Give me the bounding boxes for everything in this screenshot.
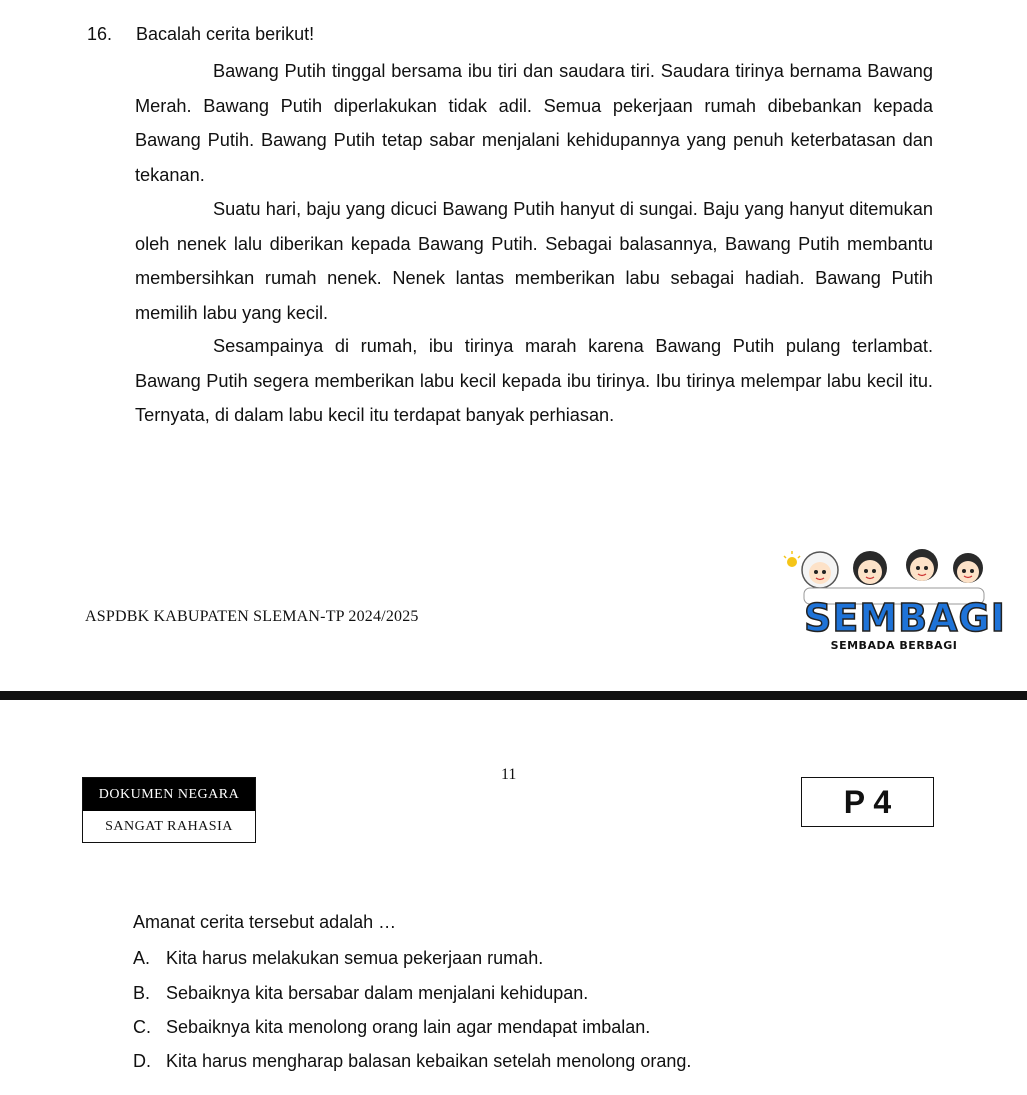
doc-label-top: DOKUMEN NEGARA	[83, 778, 255, 811]
option-letter: D.	[133, 1051, 151, 1071]
option-letter: B.	[133, 983, 151, 1003]
story-paragraph-1: Bawang Putih tinggal bersama ibu tiri dan saudara tiri. Saudara tirinya bernama Bawang Merah. Bawang Putih diperlakukan tidak adil. Semua pekerjaan rumah dibebankan kepada Bawang Putih. Bawang Putih tetap sabar menjalani kehidupannya yang penuh keterbatasan dan tekanan.	[135, 61, 933, 185]
logo-subtitle: SEMBADA BERBAGI	[830, 639, 958, 652]
page-number: 11	[501, 766, 517, 783]
exam-footer-label: ASPDBK KABUPATEN SLEMAN-TP 2024/2025	[85, 608, 419, 625]
question-number: 16.	[87, 24, 113, 44]
sembagi-logo	[782, 540, 1006, 655]
page-divider	[0, 691, 1027, 700]
option-text: Sebaiknya kita menolong orang lain agar mendapat imbalan.	[166, 1017, 651, 1037]
packet-code-box: P 4	[801, 777, 934, 827]
document-classification-box	[82, 777, 256, 843]
option-text: Kita harus mengharap balasan kebaikan setelah menolong orang.	[166, 1051, 692, 1071]
doc-label-bottom: SANGAT RAHASIA	[105, 819, 233, 834]
option-letter: A.	[133, 948, 151, 968]
option-letter: C.	[133, 1017, 151, 1037]
option-text: Kita harus melakukan semua pekerjaan rumah.	[166, 948, 544, 968]
story-paragraph-2: Suatu hari, baju yang dicuci Bawang Putih hanyut di sungai. Baju yang hanyut ditemukan oleh nenek lalu diberikan kepada Bawang Putih. Sebagai balasannya, Bawang Putih membantu membersihkan rumah nenek. Nenek lantas memberikan labu sebagai hadiah. Bawang Putih memilih labu yang kecil.	[135, 199, 933, 323]
question-intro: Bacalah cerita berikut!	[136, 24, 315, 44]
story-paragraph-3: Sesampainya di rumah, ibu tirinya marah karena Bawang Putih pulang terlambat. Bawang Putih segera memberikan labu kecil kepada ibu tirinya. Ibu tirinya melempar labu kecil itu. Ternyata, di dalam labu kecil itu terdapat banyak perhiasan.	[135, 336, 933, 425]
logo-title: SEMBAGI	[804, 596, 1006, 640]
option-text: Sebaiknya kita bersabar dalam menjalani kehidupan.	[166, 983, 589, 1003]
question-prompt: Amanat cerita tersebut adalah …	[133, 912, 397, 932]
